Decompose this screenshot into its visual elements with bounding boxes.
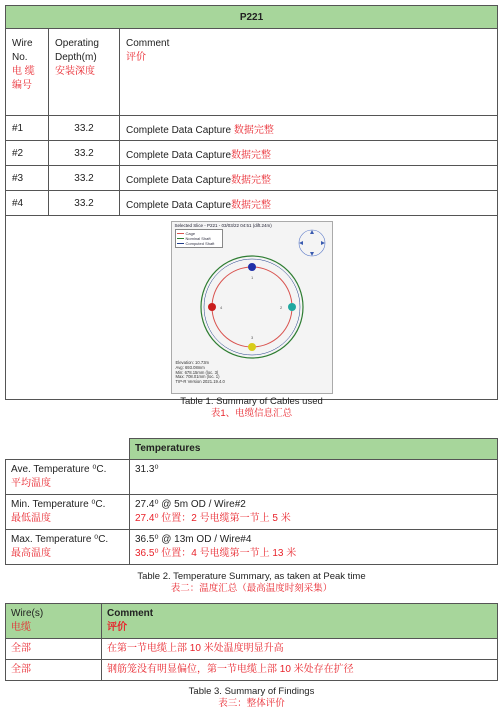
slice-figure-cell xyxy=(6,216,498,400)
comment-cell: 在第一节电缆上部 10 米处温度明显升高 xyxy=(102,639,498,660)
legend-item: Cage xyxy=(177,231,221,236)
wire-label: 3 xyxy=(250,335,253,340)
wires-cell: 全部 xyxy=(6,639,102,660)
wire-cell: #3 xyxy=(6,166,49,191)
wire-label: 1 xyxy=(250,275,253,280)
wire-cell: #2 xyxy=(6,141,49,166)
label-cell: Min. Temperature ⁰C. 最低温度 xyxy=(6,495,130,530)
wires-cell: 全部 xyxy=(6,660,102,681)
table-row xyxy=(6,116,498,141)
legend-item: Nominal Shaft xyxy=(177,236,221,241)
table-row xyxy=(6,639,498,660)
value-cell: 31.3⁰ xyxy=(130,460,498,495)
depth-cell: 33.2 xyxy=(49,191,120,216)
cables-table xyxy=(5,5,498,400)
table-row xyxy=(6,141,498,166)
wire-cell: #1 xyxy=(6,116,49,141)
wire-cell: #4 xyxy=(6,191,49,216)
temperature-table xyxy=(5,438,498,565)
wire-4-marker xyxy=(208,303,216,311)
depth-cell: 33.2 xyxy=(49,166,120,191)
comment-cell: Complete Data Capture数据完整 xyxy=(120,141,498,166)
wire-3-marker xyxy=(248,343,256,351)
depth-cell: 33.2 xyxy=(49,141,120,166)
figure-stats: Elevation: 10.73m Avg: 693.08mm Min: 678.15mm (loc. 3) Max: 708.01mm (loc. 1) TIP-R Version 2021.19.4.0 xyxy=(175,360,225,385)
temperatures-header: Temperatures xyxy=(130,439,498,460)
comment-cell: Complete Data Capture 数据完整 xyxy=(120,116,498,141)
wire-label: 2 xyxy=(279,305,282,310)
wires-header: Wire(s) 电缆 xyxy=(6,604,102,639)
table3-caption: Table 3. Summary of Findings 表三：整体评价 xyxy=(188,686,315,709)
computed-shaft-circle xyxy=(204,259,300,355)
value-cell: 36.5⁰ @ 13m OD / Wire#4 36.5⁰ 位置：4 号电缆第一节上 13 米 xyxy=(130,530,498,565)
wire-header: Wire No. 电 缆 编号 xyxy=(6,29,49,116)
table1-caption: Table 1. Summary of Cables used 表1、电缆信息汇总 xyxy=(180,396,323,419)
pile-title: P221 xyxy=(6,6,498,29)
table-row xyxy=(6,191,498,216)
table-row xyxy=(6,660,498,681)
wire-2-marker xyxy=(288,303,296,311)
depth-cell: 33.2 xyxy=(49,116,120,141)
table-row xyxy=(6,460,498,495)
label-cell: Max. Temperature ⁰C. 最高温度 xyxy=(6,530,130,565)
depth-header: Operating Depth(m) 安装深度 xyxy=(49,29,120,116)
wire-label: 4 xyxy=(219,305,222,310)
comment-cell: Complete Data Capture数据完整 xyxy=(120,166,498,191)
figure-title: Selected Slice - P221 - 03/03/22 04:51 (dift.24m) xyxy=(174,223,272,228)
blank-cell xyxy=(6,439,130,460)
comment-cell: Complete Data Capture数据完整 xyxy=(120,191,498,216)
comment-cell: 钢筋笼没有明显偏位，第一节电缆上部 10 米处存在扩径 xyxy=(102,660,498,681)
comment-header: Comment 评价 xyxy=(102,604,498,639)
compass-icon xyxy=(299,230,325,256)
slice-figure xyxy=(171,221,333,394)
table-row xyxy=(6,495,498,530)
table-row xyxy=(6,530,498,565)
legend-item: Computed Shaft xyxy=(177,241,221,246)
nominal-shaft-circle xyxy=(201,256,303,358)
wire-1-marker xyxy=(248,263,256,271)
value-cell: 27.4⁰ @ 5m OD / Wire#2 27.4⁰ 位置：2 号电缆第一节上 5 米 xyxy=(130,495,498,530)
label-cell: Ave. Temperature ⁰C. 平均温度 xyxy=(6,460,130,495)
table-row xyxy=(6,166,498,191)
comment-header: Comment 评价 xyxy=(120,29,498,116)
table2-caption: Table 2. Temperature Summary, as taken at Peak time 表二：温度汇总（最高温度时刻采集） xyxy=(137,571,366,594)
findings-table xyxy=(5,603,498,681)
